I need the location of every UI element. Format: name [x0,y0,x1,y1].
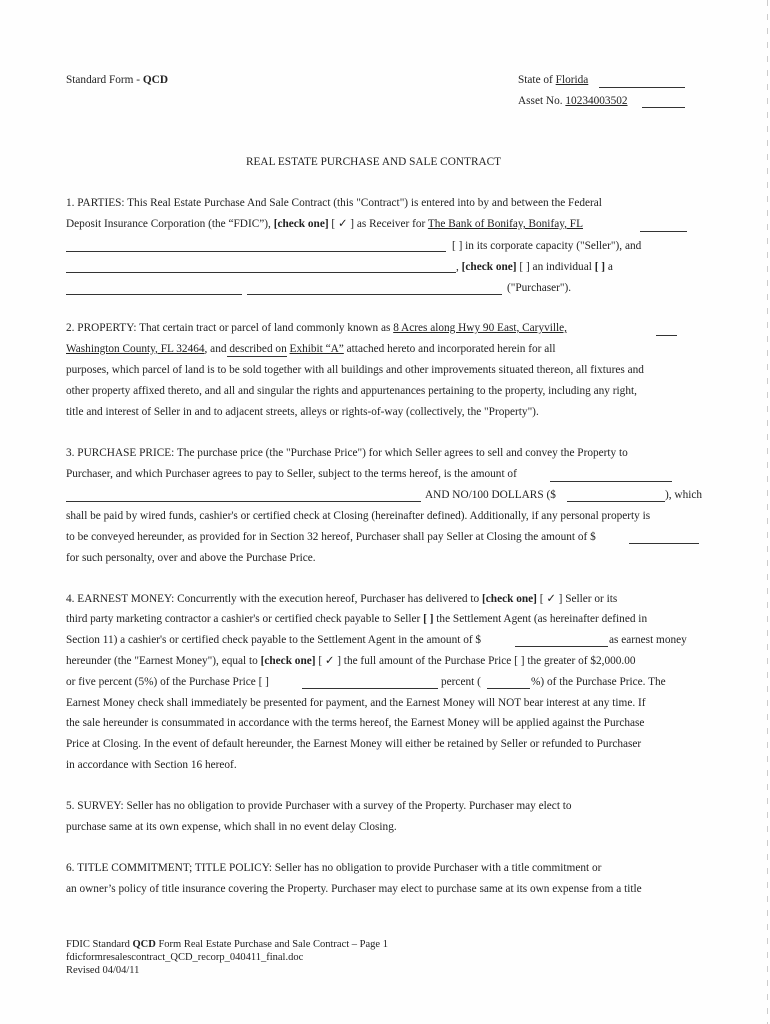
s2-county: Washington County, FL 32464 [66,343,205,355]
footer-l1-text: FDIC Standard [66,939,133,950]
s4-line-2 [66,613,647,626]
state-underline [599,87,685,88]
s3-personalty-blank [629,543,699,544]
s1-line-4 [456,261,613,274]
s4-line-5b: percent ( [441,676,481,688]
s1-other-checkbox: [ ] [594,261,606,273]
state-label: State of [518,74,556,86]
s1-check-one: [check one] [273,218,329,230]
s1-blank-2 [66,272,456,273]
s3-line-3a: AND NO/100 DOLLARS ($ [425,489,556,501]
s1-receiver-checkbox: [ ✓ ] as Receiver for [328,218,428,230]
s4-line-8: Price at Closing. In the event of default hereunder, the Earnest Money will either be retained by Seller or refunded to Purchaser [66,738,642,750]
state-line [518,74,588,87]
s2-exhibit-a: Exhibit “A” [289,343,344,355]
s3-line-1: 3. PURCHASE PRICE: The purchase price (the "Purchase Price") for which Seller agrees to sell and convey the Property to [66,447,628,459]
form-label [66,74,168,87]
s3-line-6: for such personalty, over and above the Purchase Price. [66,552,316,564]
s3-amount-words-blank-2 [66,501,421,502]
s3-line-5: to be conveyed hereunder, as provided for in Section 32 hereof, Purchaser shall pay Seller at Closing the amount of $ [66,531,596,543]
s1-blank-3 [66,294,242,295]
asset-value: 10234003502 [565,95,628,107]
s4-line-3a: Section 11) a cashier's or certified check payable to the Settlement Agent in the amount of $ [66,634,482,646]
s3-line-4: shall be paid by wired funds, cashier's or certified check at Closing (hereinafter defined). Additionally, if any personal property is [66,510,651,522]
s2-line-3: purposes, which parcel of land is to be sold together with all buildings and other improvements situated thereon, all fixtures and [66,364,644,376]
s6-line-1: 6. TITLE COMMITMENT; TITLE POLICY: Seller has no obligation to provide Purchaser with a title commitment or [66,862,602,874]
s4-line-1 [66,593,617,606]
s4-percent-words-blank [302,688,438,689]
asset-underline [642,107,685,108]
s1-line-3: [ ] in its corporate capacity ("Seller"), and [452,240,642,252]
s3-amount-dollars-blank [567,501,665,502]
s2-l1-text: 2. PROPERTY: That certain tract or parcel of land commonly known as [66,322,394,334]
s2-l2-text: , and described on [204,343,290,355]
s2-line-2 [66,343,556,356]
form-label-text: Standard Form - [66,74,143,86]
s4-l2-rest: the Settlement Agent (as hereinafter defined in [433,613,648,625]
s1-line-2 [66,218,583,231]
s1-line-5: ("Purchaser"). [507,282,572,294]
s3-line-3b: ), which [665,489,703,501]
s1-l4-a: a [605,261,613,273]
s2-line-4: other property affixed thereto, and all and singular the rights and appurtenances pertaining to the property, including any right, [66,385,637,397]
s4-l4-rest: [ ✓ ] the full amount of the Purchase Price [ ] the greater of $2,000.00 [315,655,636,667]
s4-line-5a: or five percent (5%) of the Purchase Price [ ] [66,676,269,688]
asset-line [518,95,628,108]
s4-l2-text: third party marketing contractor a cashier's or certified check payable to Seller [66,613,424,625]
s1-l2-text: Deposit Insurance Corporation (the “FDIC”), [66,218,274,230]
s3-line-2: Purchaser, and which Purchaser agrees to pay to Seller, subject to the terms hereof, is the amount of [66,468,517,480]
s5-line-2: purchase same at its own expense, which shall in no event delay Closing. [66,821,397,833]
s2-l2-rest: attached hereto and incorporated herein for all [343,343,556,355]
s4-check-one-2: [check one] [260,655,316,667]
s2-county-underline [227,356,287,357]
s3-amount-words-blank [550,481,672,482]
state-value: Florida [555,74,589,86]
asset-label: Asset No. [518,95,566,107]
s1-blank-4 [247,294,502,295]
s4-l1-text: 4. EARNEST MONEY: Concurrently with the execution hereof, Purchaser has delivered to [66,593,483,605]
s2-property-address: 8 Acres along Hwy 90 East, Caryville, [393,322,567,334]
footer-filename: fdicformresalescontract_QCD_recorp_040411_final.doc [66,952,304,963]
s4-line-9: in accordance with Section 16 hereof. [66,759,237,771]
footer-revised: Revised 04/04/11 [66,965,140,976]
s4-percent-number-blank [487,688,530,689]
s4-l4-text: hereunder (the "Earnest Money"), equal to [66,655,261,667]
s2-line-1 [66,322,567,335]
form-code: QCD [142,74,168,86]
s4-agent-checkbox: [ ] [423,613,434,625]
s5-line-1: 5. SURVEY: Seller has no obligation to provide Purchaser with a survey of the Property. Purchaser may elect to [66,800,572,812]
s4-line-5c: %) of the Purchase Price. The [531,676,666,688]
document-title: REAL ESTATE PURCHASE AND SALE CONTRACT [246,156,502,168]
footer-l1-rest: Form Real Estate Purchase and Sale Contract – Page 1 [155,939,388,950]
footer-line-1 [66,939,388,951]
s4-seller-checkbox: [ ✓ ] Seller or its [536,593,618,605]
s4-line-4 [66,655,636,668]
s1-check-one-2: [check one] [461,261,517,273]
s4-check-one: [check one] [482,593,537,605]
s2-line-5: title and interest of Seller in and to adjacent streets, alleys or rights-of-way (collectively, the "Property"). [66,406,539,418]
scan-edge [767,0,768,1024]
s1-line-1: 1. PARTIES: This Real Estate Purchase And Sale Contract (this "Contract") is entered into by and between the Federal [66,197,602,209]
s1-bank-underline [640,231,687,232]
s2-address-underline [656,335,677,336]
s1-blank-1 [66,251,446,252]
s4-earnest-amount-blank [515,646,608,647]
s1-receiver-bank: The Bank of Bonifay, Bonifay, FL [427,218,583,230]
s1-l4-comma: , [456,261,462,273]
s1-individual-checkbox: [ ] an individual [516,261,595,273]
s4-line-6: Earnest Money check shall immediately be presented for payment, and the Earnest Money will NOT bear interest at any time. If [66,697,646,709]
footer-form-code: QCD [132,939,156,950]
s4-line-3b: as earnest money [609,634,687,646]
s4-line-7: the sale hereunder is consummated in accordance with the terms hereof, the Earnest Money will be applied against the Purchase [66,717,645,729]
s6-line-2: an owner’s policy of title insurance covering the Property. Purchaser may elect to purchase same at its own expense from a title [66,883,642,895]
